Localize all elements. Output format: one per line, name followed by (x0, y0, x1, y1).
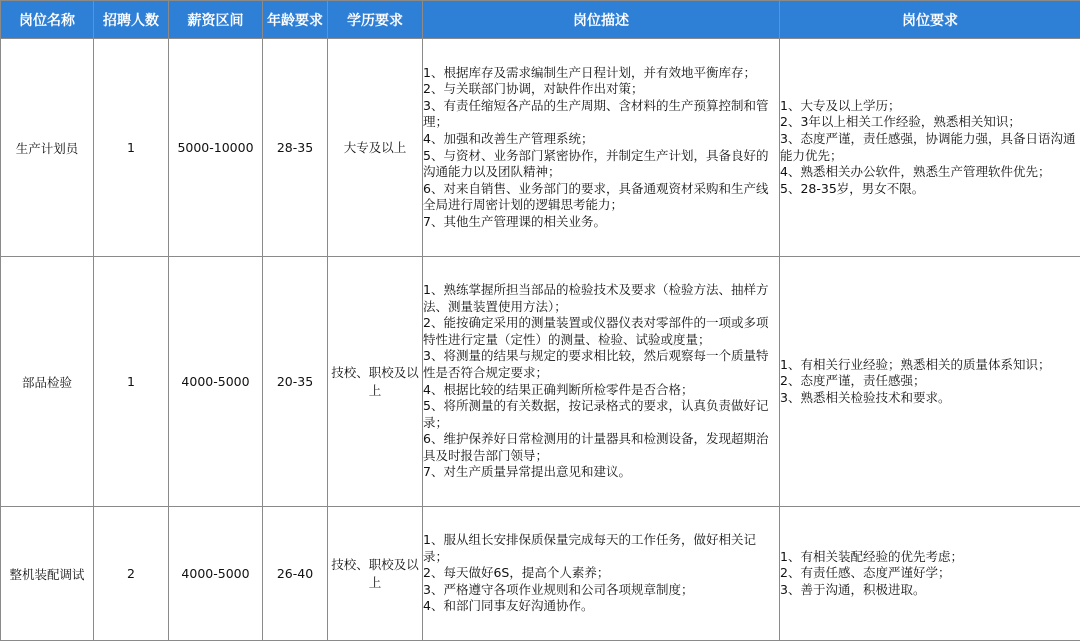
job-title: 部品检验 (1, 257, 94, 507)
job-description (423, 39, 780, 257)
requirement-item: 5、28-35岁，男女不限。 (780, 181, 1080, 198)
education-level: 大专及以上 (328, 39, 423, 257)
requirement-item: 4、熟悉相关办公软件，熟悉生产管理软件优先； (780, 164, 1080, 181)
description-item: 7、对生产质量异常提出意见和建议。 (423, 464, 779, 481)
requirement-item: 2、态度严谨，责任感强； (780, 373, 1080, 390)
description-item: 5、将所测量的有关数据，按记录格式的要求，认真负责做好记录； (423, 398, 779, 431)
description-item: 2、能按确定采用的测量装置或仪器仪表对零部件的一项或多项特性进行定量（定性）的测量、检验、试验或度量； (423, 315, 779, 348)
requirement-item: 3、熟悉相关检验技术和要求。 (780, 390, 1080, 407)
description-item: 4、根据比较的结果正确判断所检零件是否合格； (423, 382, 779, 399)
salary-range: 4000-5000 (169, 507, 263, 641)
job-requirements (780, 257, 1080, 507)
requirement-item: 1、有相关装配经验的优先考虑； (780, 549, 1080, 566)
description-item: 4、和部门同事友好沟通协作。 (423, 598, 779, 615)
description-item: 3、有责任缩短各产品的生产周期、含材料的生产预算控制和管理； (423, 98, 779, 131)
requirement-item: 3、善于沟通，积极进取。 (780, 582, 1080, 599)
hire-count: 1 (94, 39, 169, 257)
header-education: 学历要求 (328, 1, 423, 39)
description-item: 3、将测量的结果与规定的要求相比较，然后观察每一个质量特性是否符合规定要求； (423, 348, 779, 381)
header-requirements: 岗位要求 (780, 1, 1080, 39)
job-description (423, 257, 780, 507)
description-item: 1、熟练掌握所担当部品的检验技术及要求（检验方法、抽样方法、测量装置使用方法）； (423, 282, 779, 315)
education-level: 技校、职校及以上 (328, 257, 423, 507)
description-item: 1、根据库存及需求编制生产日程计划，并有效地平衡库存； (423, 65, 779, 82)
requirement-item: 1、大专及以上学历； (780, 98, 1080, 115)
header-description: 岗位描述 (423, 1, 780, 39)
age-range: 20-35 (263, 257, 328, 507)
description-item: 6、对来自销售、业务部门的要求，具备通观资材采购和生产线全局进行周密计划的逻辑思考能力； (423, 181, 779, 214)
job-title: 整机装配调试 (1, 507, 94, 641)
requirement-item: 3、态度严谨，责任感强，协调能力强，具备日语沟通能力优先； (780, 131, 1080, 164)
description-item: 3、严格遵守各项作业规则和公司各项规章制度； (423, 582, 779, 599)
table-row (1, 39, 1080, 257)
job-title: 生产计划员 (1, 39, 94, 257)
job-description (423, 507, 780, 641)
header-count: 招聘人数 (94, 1, 169, 39)
job-requirements (780, 39, 1080, 257)
job-requirements (780, 507, 1080, 641)
header-age: 年龄要求 (263, 1, 328, 39)
salary-range: 5000-10000 (169, 39, 263, 257)
description-item: 6、维护保养好日常检测用的计量器具和检测设备，发现超期治具及时报告部门领导； (423, 431, 779, 464)
header-salary: 薪资区间 (169, 1, 263, 39)
education-level: 技校、职校及以上 (328, 507, 423, 641)
hire-count: 1 (94, 257, 169, 507)
salary-range: 4000-5000 (169, 257, 263, 507)
table-row (1, 507, 1080, 641)
description-item: 2、与关联部门协调，对缺件作出对策； (423, 81, 779, 98)
age-range: 28-35 (263, 39, 328, 257)
header-row (1, 1, 1080, 39)
header-title: 岗位名称 (1, 1, 94, 39)
table-row (1, 257, 1080, 507)
hire-count: 2 (94, 507, 169, 641)
requirement-item: 2、有责任感、态度严谨好学； (780, 565, 1080, 582)
description-item: 1、服从组长安排保质保量完成每天的工作任务，做好相关记录； (423, 532, 779, 565)
requirement-item: 2、3年以上相关工作经验，熟悉相关知识； (780, 114, 1080, 131)
requirement-item: 1、有相关行业经验；熟悉相关的质量体系知识； (780, 357, 1080, 374)
description-item: 7、其他生产管理课的相关业务。 (423, 214, 779, 231)
description-item: 5、与资材、业务部门紧密协作，并制定生产计划，具备良好的沟通能力以及团队精神； (423, 148, 779, 181)
description-item: 2、每天做好6S，提高个人素养； (423, 565, 779, 582)
age-range: 26-40 (263, 507, 328, 641)
description-item: 4、加强和改善生产管理系统； (423, 131, 779, 148)
